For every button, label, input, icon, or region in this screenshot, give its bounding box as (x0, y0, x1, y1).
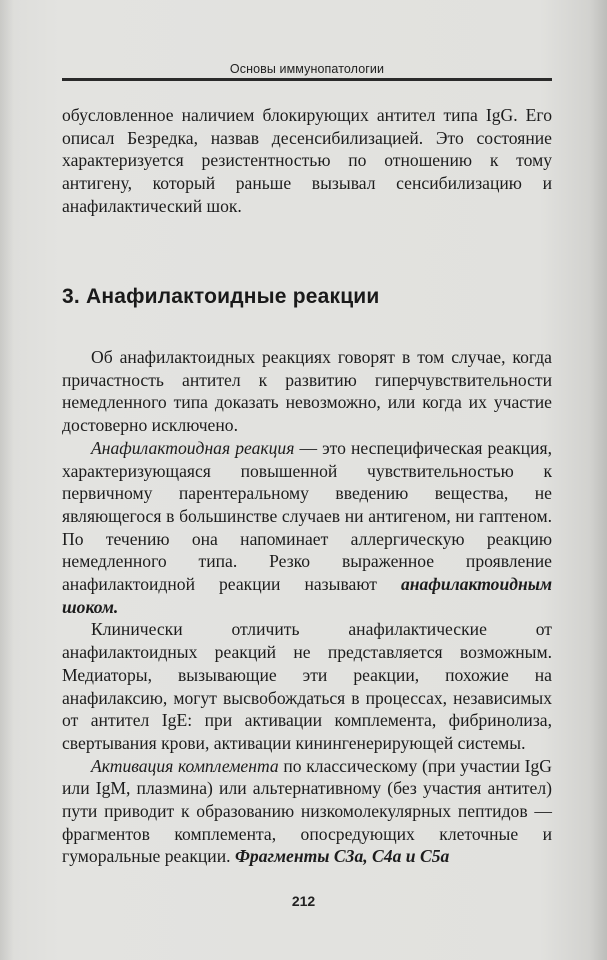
paragraph-2-text: — это неспецифическая реакция, характеризующаяся повышенной чувствительностью к первичному парентеральному введению вещества, не являющегося в большинстве случаев ни антигеном, ни гаптеном. По течению она напоминает аллергическую реакцию немедленного типа. Резко выраженное проявление анафилактоидной реакции называют (62, 437, 552, 595)
header-rule (62, 78, 552, 81)
term-complement-activation: Активация комплемента (91, 755, 279, 776)
continuation-block (62, 104, 552, 218)
paragraph-1: Об анафилактоидных реакциях говорят в том случае, когда причастность антител к развитию гиперчувствительности немедленного типа доказать невозможно, или когда их участие достоверно исключено. (62, 347, 552, 436)
term-anaphylactoid-reaction: Анафилактоидная реакция (91, 437, 295, 458)
term-anaphylactoid-shock: анафилактоидным шоком. (62, 574, 552, 617)
paragraph-2 (62, 437, 552, 619)
term-complement-fragments: Фрагменты C3a, C4a и C5a (234, 846, 450, 867)
section-body (62, 346, 552, 868)
paragraph-3: Клинически отличить анафилактические от анафилактоидных реакций не представляется возможным. Медиаторы, вызывающие эти реакции, похожие на анафилаксию, могут высвобождаться в процессах, независимых от антител IgE: при активации комплемента, фибринолиза, свертывания крови, активации кинингенерирующей системы. (62, 619, 552, 753)
paragraph-4-text: по классическому (при участии IgG или IgM, плазмина) или альтернативному (без участия антител) пути приводит к образованию низкомолекулярных пептидов — фрагментов комплемента, опосредующих клеточные и гуморальные реакции. (62, 755, 552, 867)
continuation-paragraph: обусловленное наличием блокирующих антител типа IgG. Его описал Безредка, назвав десенсибилизацией. Это состояние характеризуется резистентностью по отношению к тому антигену, который раньше вызывал сенсибилизацию и анафилактический шок. (62, 105, 552, 216)
section-heading: 3. Анафилактоидные реакции (62, 285, 380, 308)
running-title: Основы иммунопатологии (229, 62, 385, 76)
paragraph-4 (62, 755, 552, 869)
page-number: 212 (291, 893, 316, 909)
